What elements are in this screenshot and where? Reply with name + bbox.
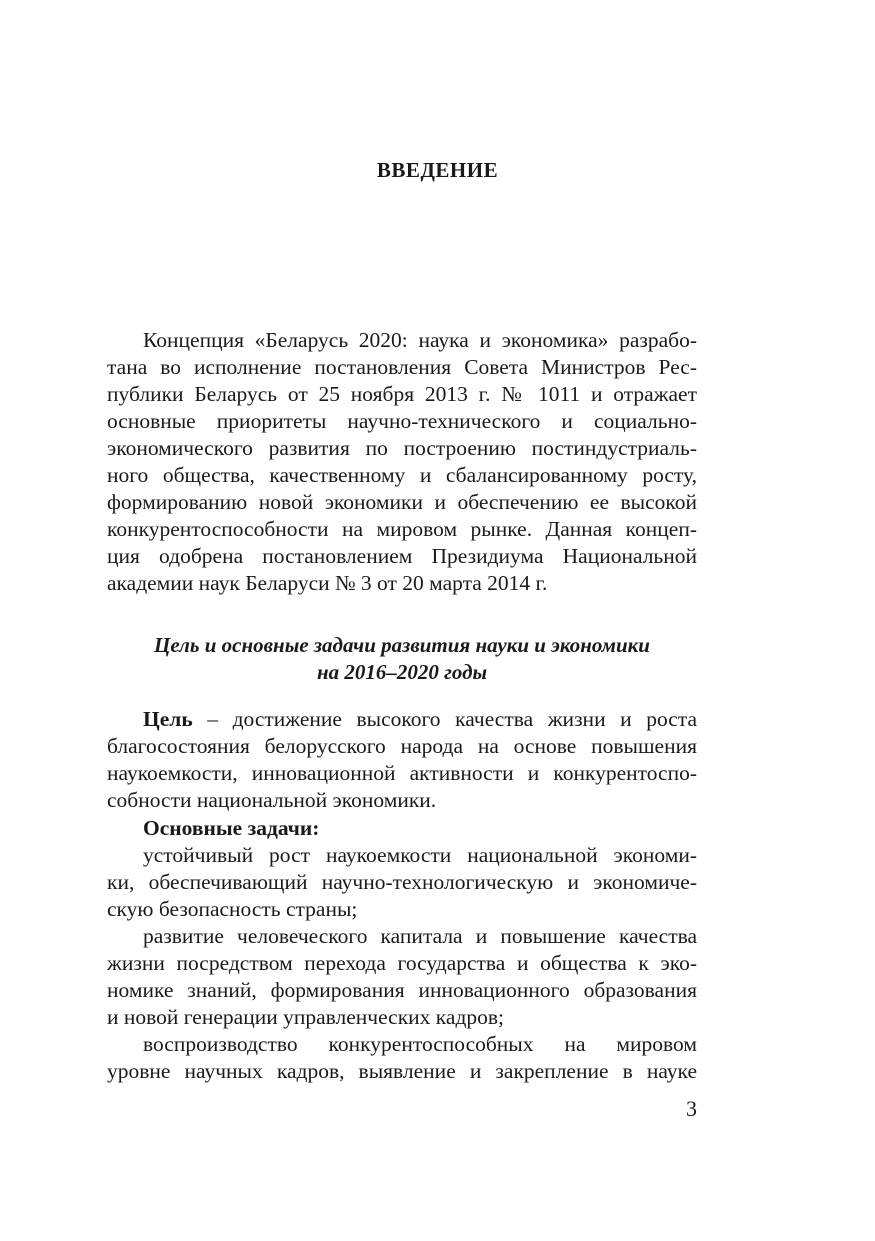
text-line: экономического развития по построению постиндустриаль- [107, 436, 697, 460]
tasks-section [107, 815, 697, 1085]
list-item-line: скую безопасность страны; [107, 897, 358, 921]
text-line: собности национальной экономики. [107, 788, 437, 812]
list-item-line: уровне научных кадров, выявление и закрепление в науке [107, 1059, 697, 1083]
tasks-title: Основные задачи: [143, 816, 320, 840]
subheading-line-2: на 2016–2020 годы [316, 660, 488, 684]
goal-label: Цель [143, 707, 193, 731]
page-heading: ВВЕДЕНИЕ [376, 158, 499, 182]
list-item-line: устойчивый рост наукоемкости национальной экономи- [143, 843, 697, 867]
list-item-line: развитие человеческого капитала и повышение качества [143, 924, 697, 948]
list-item-line: воспроизводство конкурентоспособных на мировом [143, 1032, 697, 1056]
text-line: публики Беларусь от 25 ноября 2013 г. № 1011 и отражает [107, 382, 697, 406]
goal-text: – достижение высокого качества жизни и роста [192, 707, 697, 731]
text-line: Концепция «Беларусь 2020: наука и экономика» разрабо- [143, 328, 697, 352]
text-line: конкурентоспособности на мировом рынке. Данная концеп- [107, 517, 697, 541]
text-line: формированию новой экономики и обеспечению ее высокой [107, 490, 697, 514]
list-item-line: жизни посредством перехода государства и общества к эко- [107, 951, 697, 975]
goal-paragraph [107, 706, 697, 814]
text-line [107, 706, 697, 733]
text-line: ного общества, качественному и сбалансированному росту, [107, 463, 697, 487]
list-item-line: ки, обеспечивающий научно-технологическую и экономиче- [107, 870, 697, 894]
text-line: ция одобрена постановлением Президиума Национальной [107, 544, 697, 568]
text-line: тана во исполнение постановления Совета Министров Рес- [107, 355, 697, 379]
list-item-line: и новой генерации управленческих кадров; [107, 1005, 505, 1029]
intro-paragraph [107, 327, 697, 597]
text-line: благосостояния белорусского народа на основе повышения [107, 734, 697, 758]
text-line: наукоемкости, инновационной активности и конкурентоспо- [107, 761, 697, 785]
section-subheading [107, 632, 697, 686]
text-line: основные приоритеты научно-технического и социально- [107, 409, 697, 433]
list-item-line: номике знаний, формирования инновационного образования [107, 978, 697, 1002]
page-number: 3 [686, 1096, 697, 1121]
text-line: академии наук Беларуси № 3 от 20 марта 2014 г. [107, 571, 548, 595]
subheading-line-1: Цель и основные задачи развития науки и экономики [154, 633, 650, 657]
